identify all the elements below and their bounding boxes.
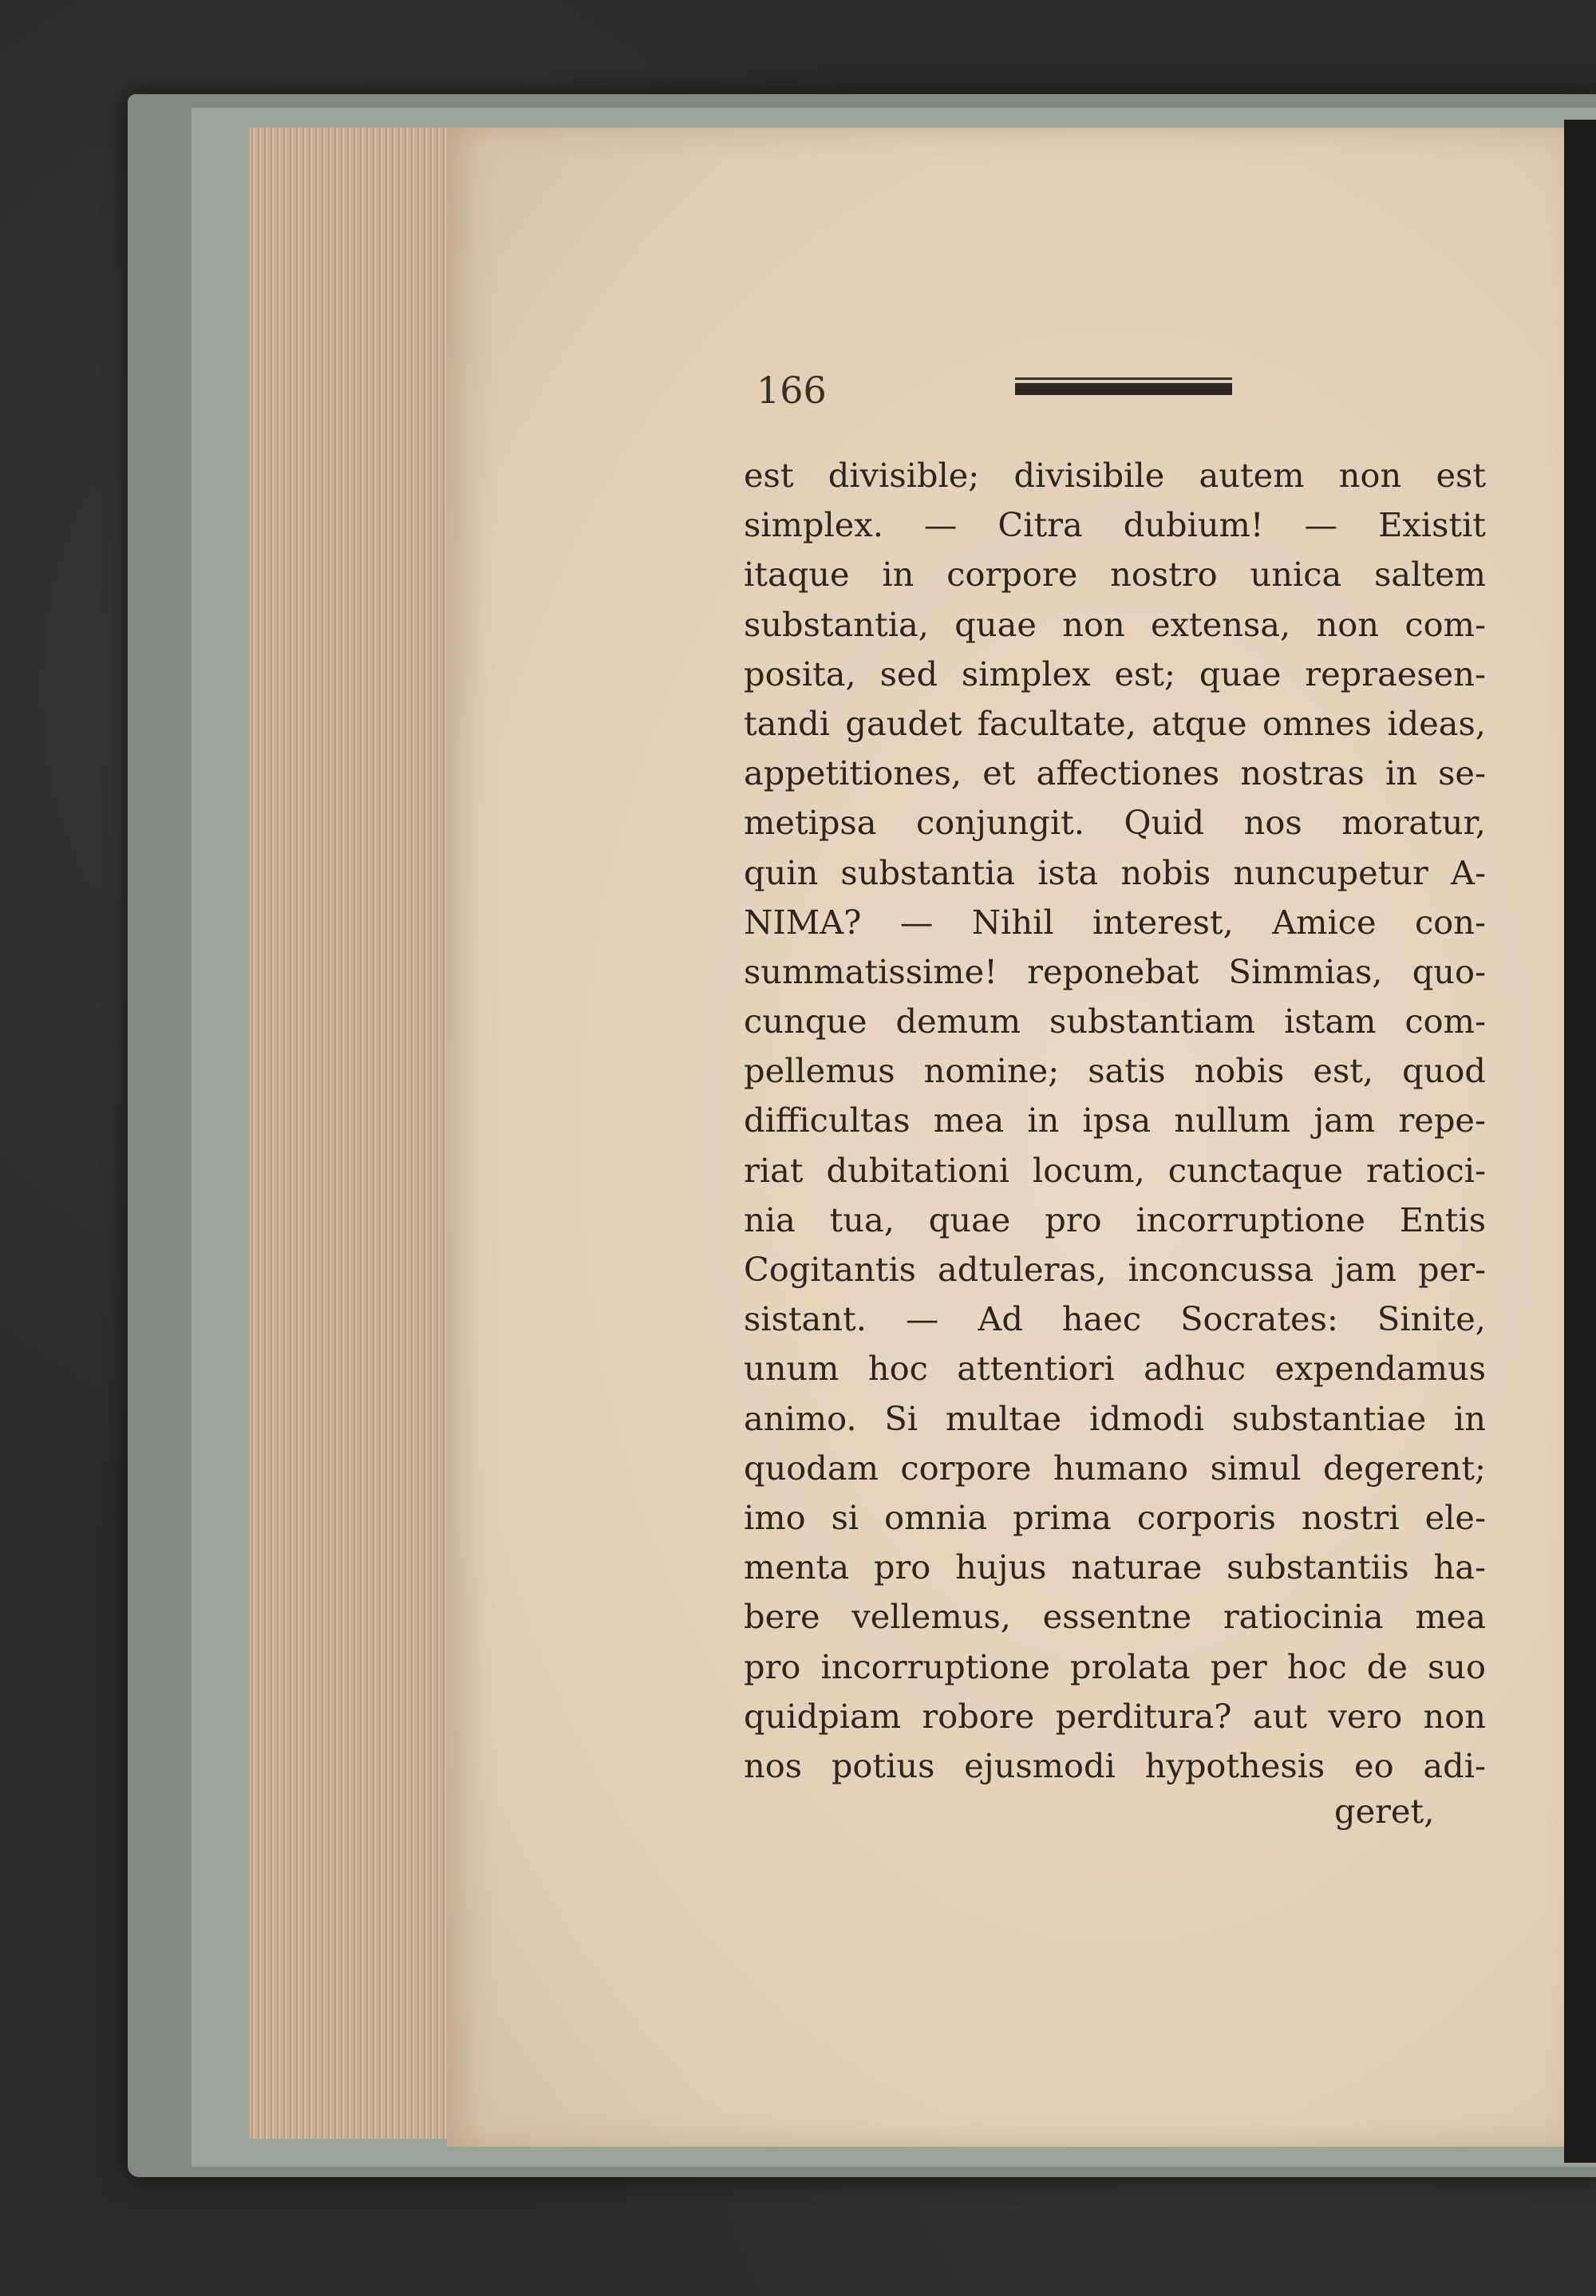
text-line: sistant. — Ad haec Socrates: Sinite, (744, 1299, 1486, 1339)
text-line: simplex. — Citra dubium! — Existit (744, 505, 1486, 545)
page-fore-edge (249, 128, 456, 2139)
text-line: pro incorruptione prolata per hoc de suo (744, 1646, 1486, 1686)
text-line: NIMA? — Nihil interest, Amice con- (744, 902, 1486, 942)
text-line: est divisible; divisibile autem non est (744, 456, 1486, 495)
text-line: nos potius ejusmodi hypothesis eo adi- (744, 1745, 1486, 1785)
text-line: unum hoc attentiori adhuc expendamus (744, 1349, 1486, 1389)
page-number: 166 (757, 369, 827, 412)
text-line: quodam corpore humano simul degerent; (744, 1448, 1486, 1488)
text-line: posita, sed simplex est; quae repraesen- (744, 654, 1486, 694)
header-rule (1015, 383, 1232, 395)
text-line: riat dubitationi locum, cunctaque ratioci- (744, 1150, 1486, 1190)
text-line: cunque demum substantiam istam com- (744, 1002, 1486, 1041)
text-line: pellemus nomine; satis nobis est, quod (744, 1051, 1486, 1091)
text-line: bere vellemus, essentne ratiocinia mea (744, 1597, 1486, 1637)
text-line: metipsa conjungit. Quid nos moratur, (744, 803, 1486, 843)
right-shadow (1564, 120, 1596, 2163)
text-line: quidpiam robore perditura? aut vero non (744, 1696, 1486, 1736)
text-line: difficultas mea in ipsa nullum jam repe- (744, 1101, 1486, 1140)
catchword: geret, (1334, 1792, 1435, 1831)
text-line: Cogitantis adtuleras, inconcussa jam per- (744, 1250, 1486, 1289)
text-line: summatissime! reponebat Simmias, quo- (744, 951, 1486, 991)
text-line: animo. Si multae idmodi substantiae in (744, 1398, 1486, 1438)
text-line: menta pro hujus naturae substantiis ha- (744, 1547, 1486, 1587)
text-line: tandi gaudet facultate, atque omnes ideas, (744, 703, 1486, 743)
body-text (744, 451, 1486, 1791)
text-line: substantia, quae non extensa, non com- (744, 604, 1486, 644)
text-line: itaque in corpore nostro unica saltem (744, 555, 1486, 595)
text-line: appetitiones, et affectiones nostras in se- (744, 753, 1486, 793)
text-line: quin substantia ista nobis nuncupetur A- (744, 852, 1486, 892)
text-line: imo si omnia prima corporis nostri ele- (744, 1497, 1486, 1537)
text-line: nia tua, quae pro incorruptione Entis (744, 1199, 1486, 1239)
